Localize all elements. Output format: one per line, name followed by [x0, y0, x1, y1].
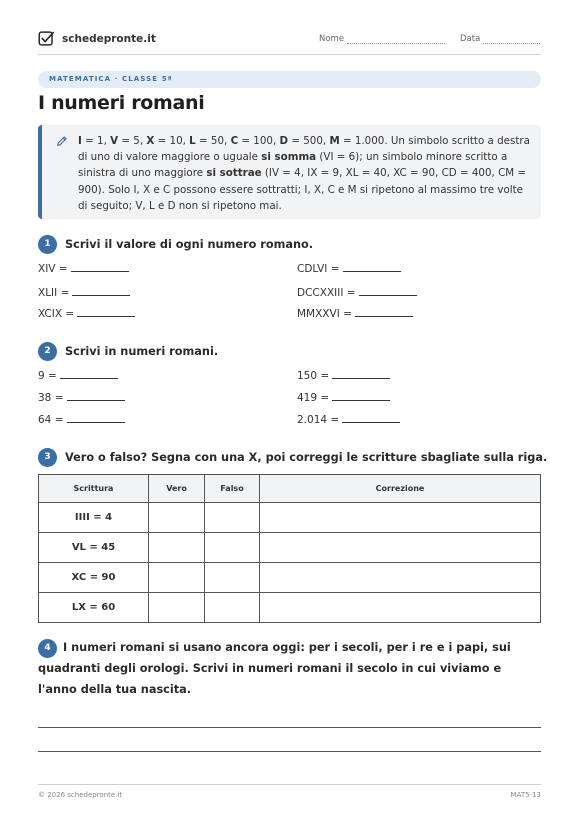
name-field[interactable] — [319, 34, 445, 44]
subject-tag: MATEMATICA · CLASSE 5ª — [38, 71, 541, 88]
table-header-row — [39, 475, 541, 503]
rules-box — [38, 125, 541, 219]
answer-blank[interactable] — [67, 413, 125, 423]
exercise-2-item: 2.014 = — [297, 413, 400, 426]
answer-line[interactable] — [38, 727, 541, 728]
rules-bold-term: I — [78, 135, 82, 147]
exercise-3-heading — [38, 448, 547, 467]
exercise-1-item: XLII = — [38, 286, 130, 299]
name-line[interactable] — [347, 35, 445, 44]
table-row — [39, 533, 541, 563]
header-divider — [38, 54, 541, 55]
false-cell[interactable] — [205, 563, 260, 593]
brand-logo — [38, 30, 156, 47]
exercise-instruction: I numeri romani si usano ancora oggi: per i secoli, per i re e i papi, sui quadranti degli orologi. Scrivi in numeri romani il secolo in cui viviamo e l'anno della tua nascita. — [38, 641, 511, 696]
footer-divider — [38, 784, 541, 785]
writing-cell: IIII = 4 — [39, 503, 149, 533]
exercise-instruction: Vero o falso? Segna con una X, poi correggi le scritture sbagliate sulla riga. — [65, 451, 548, 464]
pencil-icon — [56, 135, 68, 147]
false-cell[interactable] — [205, 503, 260, 533]
answer-blank[interactable] — [72, 286, 130, 296]
exercise-2-item: 38 = — [38, 391, 125, 404]
exercise-1-item: CDLVI = — [297, 262, 401, 275]
answer-blank[interactable] — [343, 262, 401, 272]
exercise-number: 3 — [38, 448, 57, 467]
true-false-table — [38, 474, 541, 623]
correction-cell[interactable] — [260, 593, 541, 623]
answer-blank[interactable] — [342, 413, 400, 423]
exercise-instruction: Scrivi in numeri romani. — [65, 345, 219, 358]
column-header-true: Vero — [149, 475, 205, 503]
table-row — [39, 503, 541, 533]
rules-bold-term: C — [230, 135, 239, 147]
exercise-2-item: 419 = — [297, 391, 390, 404]
column-header-correction: Correzione — [260, 475, 541, 503]
date-field[interactable] — [460, 34, 540, 44]
table-row — [39, 563, 541, 593]
exercise-1-item: MMXXVI = — [297, 307, 413, 320]
page-header — [38, 30, 541, 52]
rules-bold-term: L — [189, 135, 196, 147]
exercise-instruction: Scrivi il valore di ogni numero romano. — [65, 238, 314, 251]
false-cell[interactable] — [205, 593, 260, 623]
rules-text: I = 1, V = 5, X = 10, L = 50, C = 100, D = 500, M = 1.000. Un simbolo scritto a destra di uno di valore maggiore o uguale si somma (VI = 6); un simbolo minore scritto a sinistra di uno maggiore si sottrae (IV = 4, IX = 9, XL = 40, XC = 90, CD = 400, CM = 900). Solo I, X e C possono essere sottratti; I, X, C e M si ripetono al massimo tre volte di seguito; V, L e D non si ripetono mai. — [78, 135, 530, 212]
correction-cell[interactable] — [260, 533, 541, 563]
answer-blank[interactable] — [60, 369, 118, 379]
writing-cell: LX = 60 — [39, 593, 149, 623]
exercise-2-item: 64 = — [38, 413, 125, 426]
exercise-number: 1 — [38, 235, 57, 254]
answer-blank[interactable] — [71, 262, 129, 272]
exercise-number: 4 — [38, 639, 57, 658]
rules-bold-term: D — [279, 135, 289, 147]
answer-line[interactable] — [38, 751, 541, 752]
true-cell[interactable] — [149, 533, 205, 563]
true-cell[interactable] — [149, 503, 205, 533]
true-cell[interactable] — [149, 563, 205, 593]
rules-bold-term: si somma — [261, 151, 317, 164]
exercise-2-item: 9 = — [38, 369, 118, 382]
checkbox-logo-icon — [38, 30, 55, 47]
exercise-1-item: XCIX = — [38, 307, 135, 320]
date-label: Data — [460, 34, 481, 44]
exercise-number: 2 — [38, 342, 57, 361]
brand-name: schedepronte.it — [62, 32, 156, 45]
writing-cell: XC = 90 — [39, 563, 149, 593]
answer-blank[interactable] — [332, 391, 390, 401]
exercise-1-item: DCCXXIII = — [297, 286, 417, 299]
writing-cell: VL = 45 — [39, 533, 149, 563]
rules-bold-term: X — [146, 135, 155, 147]
column-header-writing: Scrittura — [39, 475, 149, 503]
rules-bold-term: M — [329, 135, 340, 147]
name-label: Nome — [319, 34, 345, 44]
answer-blank[interactable] — [77, 307, 135, 317]
exercise-2-item: 150 = — [297, 369, 390, 382]
correction-cell[interactable] — [260, 563, 541, 593]
column-header-false: Falso — [205, 475, 260, 503]
exercise-1-item: XIV = — [38, 262, 129, 275]
page-title: I numeri romani — [38, 92, 205, 114]
answer-blank[interactable] — [359, 286, 417, 296]
date-line[interactable] — [483, 35, 540, 44]
answer-blank[interactable] — [67, 391, 125, 401]
answer-blank[interactable] — [332, 369, 390, 379]
rules-bold-term: si sottrae — [206, 167, 262, 180]
correction-cell[interactable] — [260, 503, 541, 533]
answer-blank[interactable] — [355, 307, 413, 317]
footer-copyright: © 2026 schedepronte.it — [38, 791, 123, 799]
exercise-1-heading — [38, 235, 313, 254]
exercise-2-heading — [38, 342, 218, 361]
false-cell[interactable] — [205, 533, 260, 563]
true-cell[interactable] — [149, 593, 205, 623]
table-row — [39, 593, 541, 623]
footer-code: MAT5-13 — [510, 791, 541, 799]
exercise-4 — [38, 637, 541, 700]
rules-bold-term: V — [110, 135, 119, 147]
